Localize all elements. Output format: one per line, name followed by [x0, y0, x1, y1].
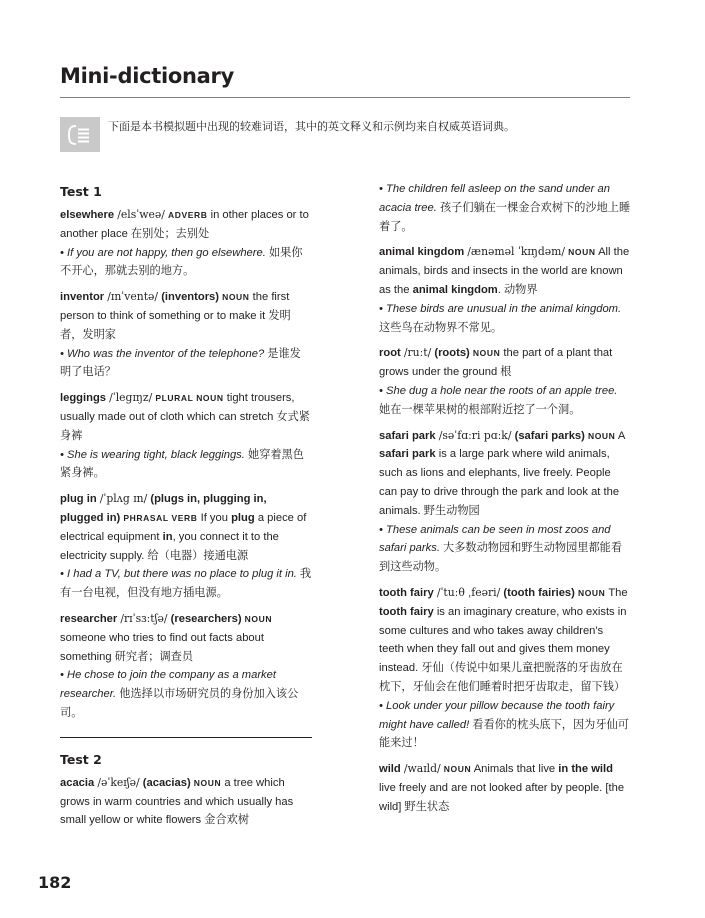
headword: acacia	[60, 776, 95, 789]
definition-zh: 根	[500, 365, 512, 379]
definition: live freely and are not looked after by people. [the wild]	[379, 781, 625, 813]
page-title: Mini-dictionary	[60, 64, 234, 88]
definition-bold: in	[162, 530, 173, 543]
definition: a tree which grows in warm countries and which usually has small yellow or white flowers	[60, 776, 294, 827]
headword: elsewhere	[60, 209, 115, 221]
section-divider	[60, 737, 312, 738]
left-column	[60, 180, 312, 837]
example-zh: 孩子们躺在一棵金合欢树下的沙地上睡着了。	[379, 200, 631, 233]
headword: researcher	[60, 612, 118, 625]
example: • These animals can be seen in most zoos and safari parks.	[379, 523, 611, 555]
phonetic: /ruːt/	[403, 346, 432, 360]
definition: a piece of electrical equipment	[60, 511, 307, 543]
example: • He chose to join the company as a market researcher.	[60, 669, 276, 701]
phonetic: /əˈkeɪʃə/	[97, 775, 140, 789]
definition: The	[608, 586, 628, 599]
definition-bold: in the wild	[558, 763, 613, 776]
definition-zh: 动物界	[503, 282, 538, 296]
definition: A	[617, 429, 625, 442]
example-zh: 她穿着黑色紧身裤。	[60, 447, 304, 480]
example: • She dug a hole near the roots of an apple tree.	[379, 384, 618, 397]
example-zh: 这些鸟在动物界不常见。	[379, 320, 503, 334]
definition-zh: 金合欢树	[204, 813, 250, 827]
part-of-speech: PHRASAL VERB	[123, 512, 198, 523]
right-column	[379, 180, 631, 824]
headword: inventor	[60, 291, 105, 304]
plural-form: (acacias)	[142, 776, 191, 789]
intro-note: 下面是本书模拟题中出现的较难词语，其中的英文释义和示例均来自权威英语词典。	[108, 120, 515, 133]
definition-zh: 研究者；调查员	[114, 649, 194, 663]
test1-heading: Test 1	[60, 184, 102, 199]
definition: Animals that live	[473, 763, 556, 776]
entry-acacia	[60, 774, 312, 830]
page-number: 182	[38, 873, 72, 892]
entry-inventor	[60, 288, 312, 382]
phonetic: /ænəməl ˈkɪŋdəm/	[467, 245, 566, 259]
entry-safari-park	[379, 427, 631, 577]
example-zh: 是谁发明了电话？	[60, 346, 301, 379]
part-of-speech: NOUN	[443, 764, 472, 775]
definition-bold: tooth fairy	[379, 605, 434, 618]
phonetic: /ɪnˈventə/	[107, 290, 159, 304]
entry-root	[379, 344, 631, 419]
phonetic: /ˈplʌg ɪn/	[99, 492, 148, 506]
definition-zh: 女式紧身裤	[60, 409, 310, 442]
definition-zh: 发明者，发明家	[60, 308, 291, 341]
part-of-speech: ADVERB	[167, 210, 208, 220]
phonetic: /ˈlegɪŋz/	[109, 391, 153, 405]
headword: tooth fairy	[379, 586, 434, 599]
phonetic: /ˈtuːθ ˌfeəri/	[436, 585, 501, 599]
definition-zh: 牙仙（传说中如果儿童把脱落的牙齿放在枕下，牙仙会在他们睡着时把牙齿取走，留下钱）	[379, 661, 626, 693]
definition-bold: animal kingdom	[412, 283, 498, 296]
plural-form: (tooth fairies)	[503, 586, 575, 599]
entry-leggings	[60, 389, 312, 483]
entry-plug-in	[60, 490, 312, 603]
headword: plug in	[60, 493, 97, 506]
entry-elsewhere	[60, 206, 312, 281]
part-of-speech: NOUN	[568, 247, 596, 258]
inflected-forms: (plugs in, plugging in, plugged in)	[60, 493, 267, 524]
headword: safari park	[379, 429, 436, 442]
definition-bold: safari park	[379, 448, 436, 461]
example-zh: 看看你的枕头底下，因为牙仙可能来过！	[379, 717, 629, 750]
definition-zh: 给（电器）接通电源	[147, 548, 249, 562]
entry-wild	[379, 760, 631, 816]
definition: in other places or to another place	[60, 209, 309, 240]
example-zh: 大多数动物园和野生动物园里都能看到这些动物。	[379, 541, 623, 574]
entry-animal-kingdom	[379, 243, 631, 337]
example-zh: 她在一棵苹果树的根部附近挖了一个洞。	[379, 402, 581, 416]
definition: is an imaginary creature, who exists in some cultures and who takes away children's teeth when they fall out and gives them money instead.	[379, 605, 627, 675]
example: • Who was the inventor of the telephone?	[60, 347, 265, 360]
part-of-speech: NOUN	[193, 777, 222, 788]
definition-zh: 野生状态	[404, 799, 450, 813]
entry-researcher	[60, 610, 312, 723]
test2-heading: Test 2	[60, 751, 102, 767]
definition: the first person to think of something or to make it	[60, 291, 290, 322]
part-of-speech: PLURAL NOUN	[155, 393, 224, 404]
definition: All the animals, birds and insects in the world are known as the	[379, 246, 630, 296]
example: • I had a TV, but there was no place to plug it in.	[60, 568, 297, 581]
title-divider	[60, 97, 630, 98]
part-of-speech: NOUN	[222, 292, 250, 303]
definition: If you	[200, 511, 228, 524]
example: • She is wearing tight, black leggings.	[60, 448, 245, 461]
example: • Look under your pillow because the tooth fairy might have called!	[379, 699, 615, 731]
headword: animal kingdom	[379, 246, 465, 259]
example-zh: 如果你不开心，那就去别的地方。	[60, 245, 303, 278]
part-of-speech: NOUN	[472, 348, 501, 359]
plural-form: (inventors)	[161, 291, 219, 304]
part-of-speech: NOUN	[587, 430, 616, 441]
example: • The children fell asleep on the sand under an acacia tree.	[379, 183, 610, 214]
definition: the part of a plant that grows under the ground	[379, 347, 613, 379]
definition: someone who tries to find out facts about something	[60, 631, 264, 663]
entry-acacia-example	[379, 180, 631, 236]
plural-form: (roots)	[434, 347, 470, 360]
headword: leggings	[60, 392, 106, 405]
definition: is a large park where wild animals, such as lions and elephants, live freely. People can pay to drive through the park and look at the animals.	[379, 448, 620, 517]
part-of-speech: NOUN	[577, 587, 606, 598]
definition: .	[497, 283, 501, 296]
plural-form: (safari parks)	[514, 429, 585, 442]
phonetic: /səˈfɑːri pɑːk/	[438, 428, 512, 442]
definition-bold: plug	[231, 511, 255, 524]
headword: wild	[379, 763, 401, 776]
list-icon	[67, 124, 93, 146]
entry-tooth-fairy	[379, 584, 631, 753]
definition: , you connect it to the electricity supply.	[60, 530, 279, 562]
definition-zh: 在别处；去别处	[130, 226, 210, 240]
phonetic: /waɪld/	[403, 762, 441, 776]
example: • If you are not happy, then go elsewhere.	[60, 246, 266, 259]
phonetic: /elsˈweə/	[117, 208, 165, 221]
definition: tight trousers, usually made out of cloth which can stretch	[60, 392, 295, 423]
plural-form: (researchers)	[170, 612, 242, 625]
example: • These birds are unusual in the animal kingdom.	[379, 302, 622, 315]
headword: root	[379, 347, 401, 360]
part-of-speech: NOUN	[244, 613, 273, 624]
example-zh: 我有一台电视，但没有地方插电源。	[60, 567, 312, 600]
note-icon	[60, 117, 100, 152]
example-zh: 他选择以市场研究员的身份加入该公司。	[60, 687, 299, 719]
definition-zh: 野生动物园	[423, 503, 480, 517]
phonetic: /rɪˈsɜːtʃə/	[120, 611, 168, 625]
